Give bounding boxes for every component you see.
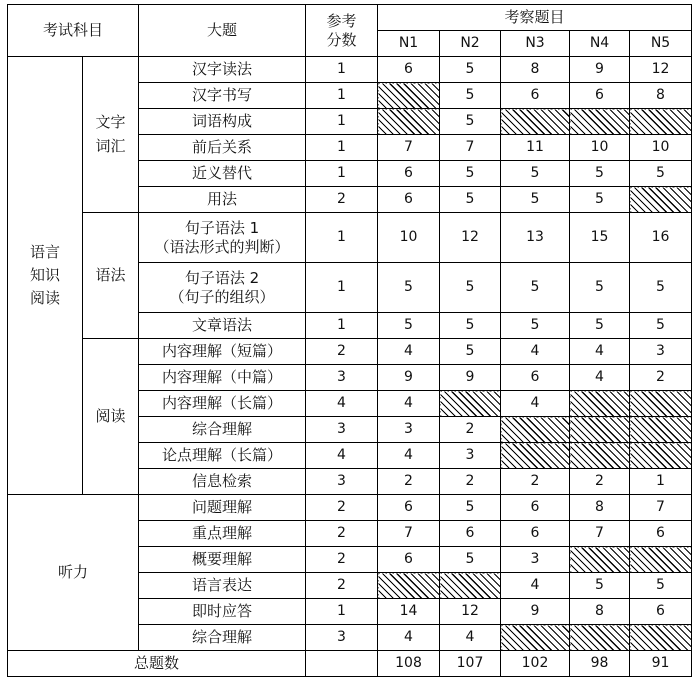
ref-score: 1 (306, 161, 378, 187)
question-count: 5 (440, 313, 501, 339)
question-count: 9 (440, 365, 501, 391)
question-count: 3 (630, 339, 692, 365)
question-count: 4 (440, 625, 501, 651)
question-count: 5 (378, 313, 440, 339)
question-count: 6 (378, 187, 440, 213)
question-count: 2 (630, 365, 692, 391)
question-count: 5 (440, 187, 501, 213)
question-type: 问题理解 (139, 495, 306, 521)
question-type: 概要理解 (139, 547, 306, 573)
na-cell (630, 187, 692, 213)
table-body (8, 5, 692, 677)
header-ref-score: 参考 分数 (306, 5, 378, 57)
question-count: 9 (570, 57, 630, 83)
na-cell (570, 625, 630, 651)
question-count: 2 (440, 417, 501, 443)
header-level: N4 (570, 31, 630, 57)
na-cell (570, 547, 630, 573)
total-count: 102 (501, 651, 570, 677)
question-count: 6 (630, 521, 692, 547)
question-count: 6 (440, 521, 501, 547)
question-count: 6 (378, 495, 440, 521)
question-count: 4 (501, 573, 570, 599)
header-exam-count: 考察题目 (378, 5, 692, 31)
question-count: 9 (378, 365, 440, 391)
question-count: 5 (630, 573, 692, 599)
na-cell (630, 109, 692, 135)
question-count: 4 (570, 365, 630, 391)
ref-score: 3 (306, 469, 378, 495)
question-count: 10 (570, 135, 630, 161)
na-cell (501, 109, 570, 135)
question-count: 3 (440, 443, 501, 469)
na-cell (570, 443, 630, 469)
ref-score: 1 (306, 263, 378, 313)
question-count: 7 (378, 135, 440, 161)
question-count: 5 (570, 187, 630, 213)
question-count: 5 (440, 339, 501, 365)
question-type: 文章语法 (139, 313, 306, 339)
na-cell (630, 391, 692, 417)
question-count: 10 (630, 135, 692, 161)
question-count: 5 (501, 313, 570, 339)
question-count: 6 (378, 547, 440, 573)
ref-score: 2 (306, 521, 378, 547)
question-type: 语言表达 (139, 573, 306, 599)
na-cell (378, 573, 440, 599)
question-type: 综合理解 (139, 417, 306, 443)
na-cell (630, 417, 692, 443)
question-type: 内容理解（长篇） (139, 391, 306, 417)
question-count: 5 (630, 161, 692, 187)
question-type: 前后关系 (139, 135, 306, 161)
question-count: 5 (570, 313, 630, 339)
question-count: 6 (570, 83, 630, 109)
ref-score: 1 (306, 57, 378, 83)
question-count: 6 (378, 57, 440, 83)
ref-score: 3 (306, 365, 378, 391)
question-count: 10 (378, 213, 440, 263)
na-cell (378, 109, 440, 135)
ref-score: 1 (306, 213, 378, 263)
question-type: 论点理解（长篇） (139, 443, 306, 469)
question-type: 汉字书写 (139, 83, 306, 109)
na-cell (378, 83, 440, 109)
question-count: 3 (501, 547, 570, 573)
question-type: 句子语法 1 （语法形式的判断） (139, 213, 306, 263)
total-count: 98 (570, 651, 630, 677)
question-count: 7 (630, 495, 692, 521)
na-cell (501, 443, 570, 469)
question-count: 5 (440, 57, 501, 83)
table-row (8, 495, 692, 521)
question-count: 6 (501, 83, 570, 109)
header-big-question: 大题 (139, 5, 306, 57)
na-cell (630, 443, 692, 469)
na-cell (630, 625, 692, 651)
ref-score: 1 (306, 313, 378, 339)
question-count: 5 (570, 263, 630, 313)
question-type: 汉字读法 (139, 57, 306, 83)
question-type: 信息检索 (139, 469, 306, 495)
total-count: 108 (378, 651, 440, 677)
ref-score: 1 (306, 109, 378, 135)
question-count: 12 (440, 213, 501, 263)
table-row (8, 339, 692, 365)
question-count: 2 (570, 469, 630, 495)
question-count: 5 (440, 547, 501, 573)
question-count: 5 (501, 187, 570, 213)
jlpt-question-table (7, 4, 692, 677)
question-count: 5 (440, 109, 501, 135)
question-count: 4 (378, 625, 440, 651)
question-count: 12 (440, 599, 501, 625)
question-type: 内容理解（短篇） (139, 339, 306, 365)
question-count: 7 (570, 521, 630, 547)
question-type: 重点理解 (139, 521, 306, 547)
na-cell (570, 109, 630, 135)
question-count: 5 (630, 313, 692, 339)
question-count: 8 (501, 57, 570, 83)
question-count: 8 (570, 495, 630, 521)
question-count: 6 (630, 599, 692, 625)
ref-score: 2 (306, 495, 378, 521)
total-count: 107 (440, 651, 501, 677)
ref-score: 2 (306, 573, 378, 599)
question-count: 5 (440, 161, 501, 187)
question-count: 2 (440, 469, 501, 495)
question-count: 5 (440, 495, 501, 521)
question-count: 4 (501, 391, 570, 417)
question-count: 6 (501, 495, 570, 521)
question-type: 即时应答 (139, 599, 306, 625)
total-label: 总题数 (8, 651, 306, 677)
header-row (8, 5, 692, 31)
question-count: 4 (378, 339, 440, 365)
na-cell (570, 417, 630, 443)
question-count: 4 (501, 339, 570, 365)
question-count: 15 (570, 213, 630, 263)
question-count: 7 (378, 521, 440, 547)
na-cell (440, 391, 501, 417)
question-count: 13 (501, 213, 570, 263)
question-count: 2 (501, 469, 570, 495)
question-count: 5 (630, 263, 692, 313)
ref-score: 2 (306, 339, 378, 365)
ref-score: 3 (306, 417, 378, 443)
question-count: 7 (440, 135, 501, 161)
question-count: 8 (570, 599, 630, 625)
header-exam-subject: 考试科目 (8, 5, 139, 57)
header-level: N2 (440, 31, 501, 57)
na-cell (501, 625, 570, 651)
question-count: 11 (501, 135, 570, 161)
question-count: 6 (501, 521, 570, 547)
header-level: N1 (378, 31, 440, 57)
question-type: 句子语法 2 （句子的组织） (139, 263, 306, 313)
question-count: 5 (378, 263, 440, 313)
ref-score: 2 (306, 547, 378, 573)
na-cell (570, 391, 630, 417)
question-count: 5 (570, 161, 630, 187)
question-type: 内容理解（中篇） (139, 365, 306, 391)
question-type: 用法 (139, 187, 306, 213)
question-type: 近义替代 (139, 161, 306, 187)
ref-score: 3 (306, 625, 378, 651)
question-count: 5 (570, 573, 630, 599)
question-type: 词语构成 (139, 109, 306, 135)
question-count: 5 (440, 263, 501, 313)
question-count: 14 (378, 599, 440, 625)
total-score-empty (306, 651, 378, 677)
section-reading: 阅读 (83, 339, 139, 495)
ref-score: 2 (306, 187, 378, 213)
question-count: 8 (630, 83, 692, 109)
section-listening: 听力 (8, 495, 139, 651)
na-cell (630, 547, 692, 573)
na-cell (501, 417, 570, 443)
question-type: 综合理解 (139, 625, 306, 651)
question-count: 2 (378, 469, 440, 495)
table-row (8, 57, 692, 83)
header-level: N5 (630, 31, 692, 57)
ref-score: 1 (306, 83, 378, 109)
total-row (8, 651, 692, 677)
question-count: 16 (630, 213, 692, 263)
question-count: 3 (378, 417, 440, 443)
ref-score: 4 (306, 443, 378, 469)
question-count: 5 (501, 263, 570, 313)
question-count: 4 (378, 391, 440, 417)
question-count: 4 (570, 339, 630, 365)
question-count: 5 (440, 83, 501, 109)
table-row (8, 213, 692, 263)
question-count: 6 (378, 161, 440, 187)
section-grammar: 语法 (83, 213, 139, 339)
na-cell (440, 573, 501, 599)
ref-score: 1 (306, 599, 378, 625)
question-count: 6 (501, 365, 570, 391)
section-language-knowledge-reading: 语言 知识 阅读 (8, 57, 83, 495)
question-count: 12 (630, 57, 692, 83)
question-count: 1 (630, 469, 692, 495)
ref-score: 1 (306, 135, 378, 161)
total-count: 91 (630, 651, 692, 677)
question-count: 5 (501, 161, 570, 187)
question-count: 4 (378, 443, 440, 469)
ref-score: 4 (306, 391, 378, 417)
section-vocab: 文字 词汇 (83, 57, 139, 213)
question-count: 9 (501, 599, 570, 625)
header-level: N3 (501, 31, 570, 57)
